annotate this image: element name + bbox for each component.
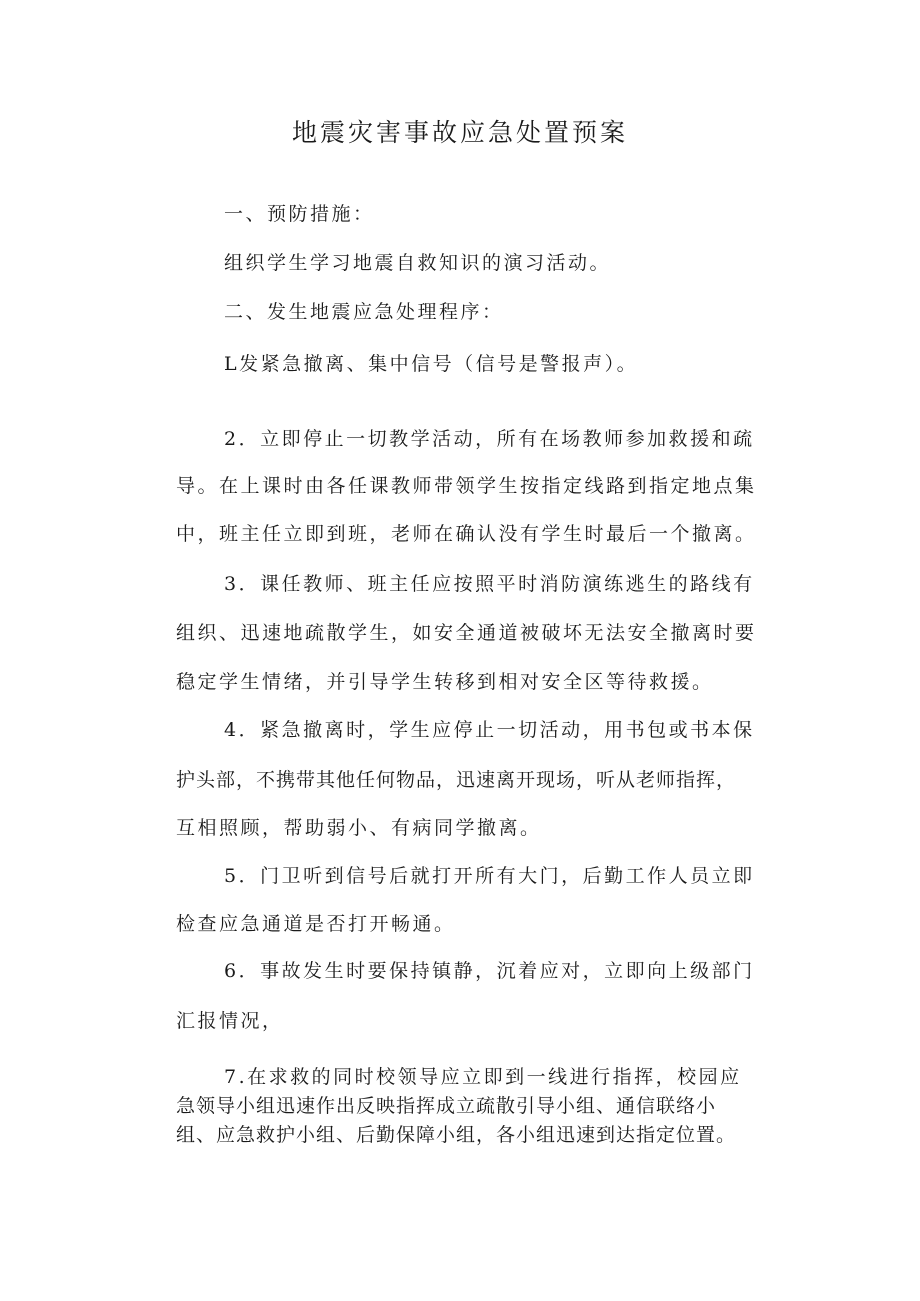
procedure-item-6-line-2: 汇报情况，: [176, 1010, 284, 1032]
procedure-item-2-line-3: 中，班主任立即到班，老师在确认没有学生时最后一个撤离。: [176, 523, 757, 545]
procedure-item-5-line-1: 5．门卫听到信号后就打开所有大门，后勤工作人员立即: [224, 865, 755, 887]
procedure-item-4-line-2: 护头部，不携带其他任何物品，迅速离开现场，听从老师指挥，: [176, 769, 737, 791]
procedure-item-2-line-1: 2．立即停止一切教学活动，所有在场教师参加救援和疏: [224, 428, 755, 450]
procedure-item-3-line-3: 稳定学生情绪，并引导学生转移到相对安全区等待救援。: [176, 671, 714, 693]
procedure-item-4-line-3: 互相照顾，帮助弱小、有病同学撤离。: [176, 817, 542, 839]
section-heading-prevention: 一、预防措施：: [224, 203, 375, 225]
procedure-item-3-line-1: 3．课任教师、班主任应按照平时消防演练逃生的路线有: [224, 573, 755, 595]
procedure-item-3-line-2: 组织、迅速地疏散学生，如安全通道被破坏无法安全撤离时要: [176, 622, 757, 644]
procedure-item-5-line-2: 检查应急通道是否打开畅通。: [176, 913, 456, 935]
procedure-item-6-line-1: 6．事故发生时要保持镇静，沉着应对，立即向上级部门: [224, 960, 755, 982]
procedure-item-1: L发紧急撤离、集中信号（信号是警报声）。: [224, 353, 639, 375]
prevention-text: 组织学生学习地震自救知识的演习活动。: [224, 252, 612, 274]
procedure-item-7-line-1: 7.在求救的同时校领导应立即到一线进行指挥，校园应: [224, 1066, 742, 1088]
procedure-item-4-line-1: 4．紧急撤离时，学生应停止一切活动，用书包或书本保: [224, 719, 755, 741]
procedure-item-7-line-2: 急领导小组迅速作出反映指挥成立疏散引导小组、通信联络小: [176, 1095, 717, 1117]
document-title: 地震灾害事故应急处置预案: [291, 118, 628, 147]
procedure-item-7-line-3: 组、应急救护小组、后勤保障小组，各小组迅速到达指定位置。: [176, 1124, 737, 1146]
section-heading-procedure: 二、发生地震应急处理程序：: [224, 301, 504, 323]
procedure-item-2-line-2: 导。在上课时由各任课教师带领学生按指定线路到指定地点集: [176, 475, 757, 497]
